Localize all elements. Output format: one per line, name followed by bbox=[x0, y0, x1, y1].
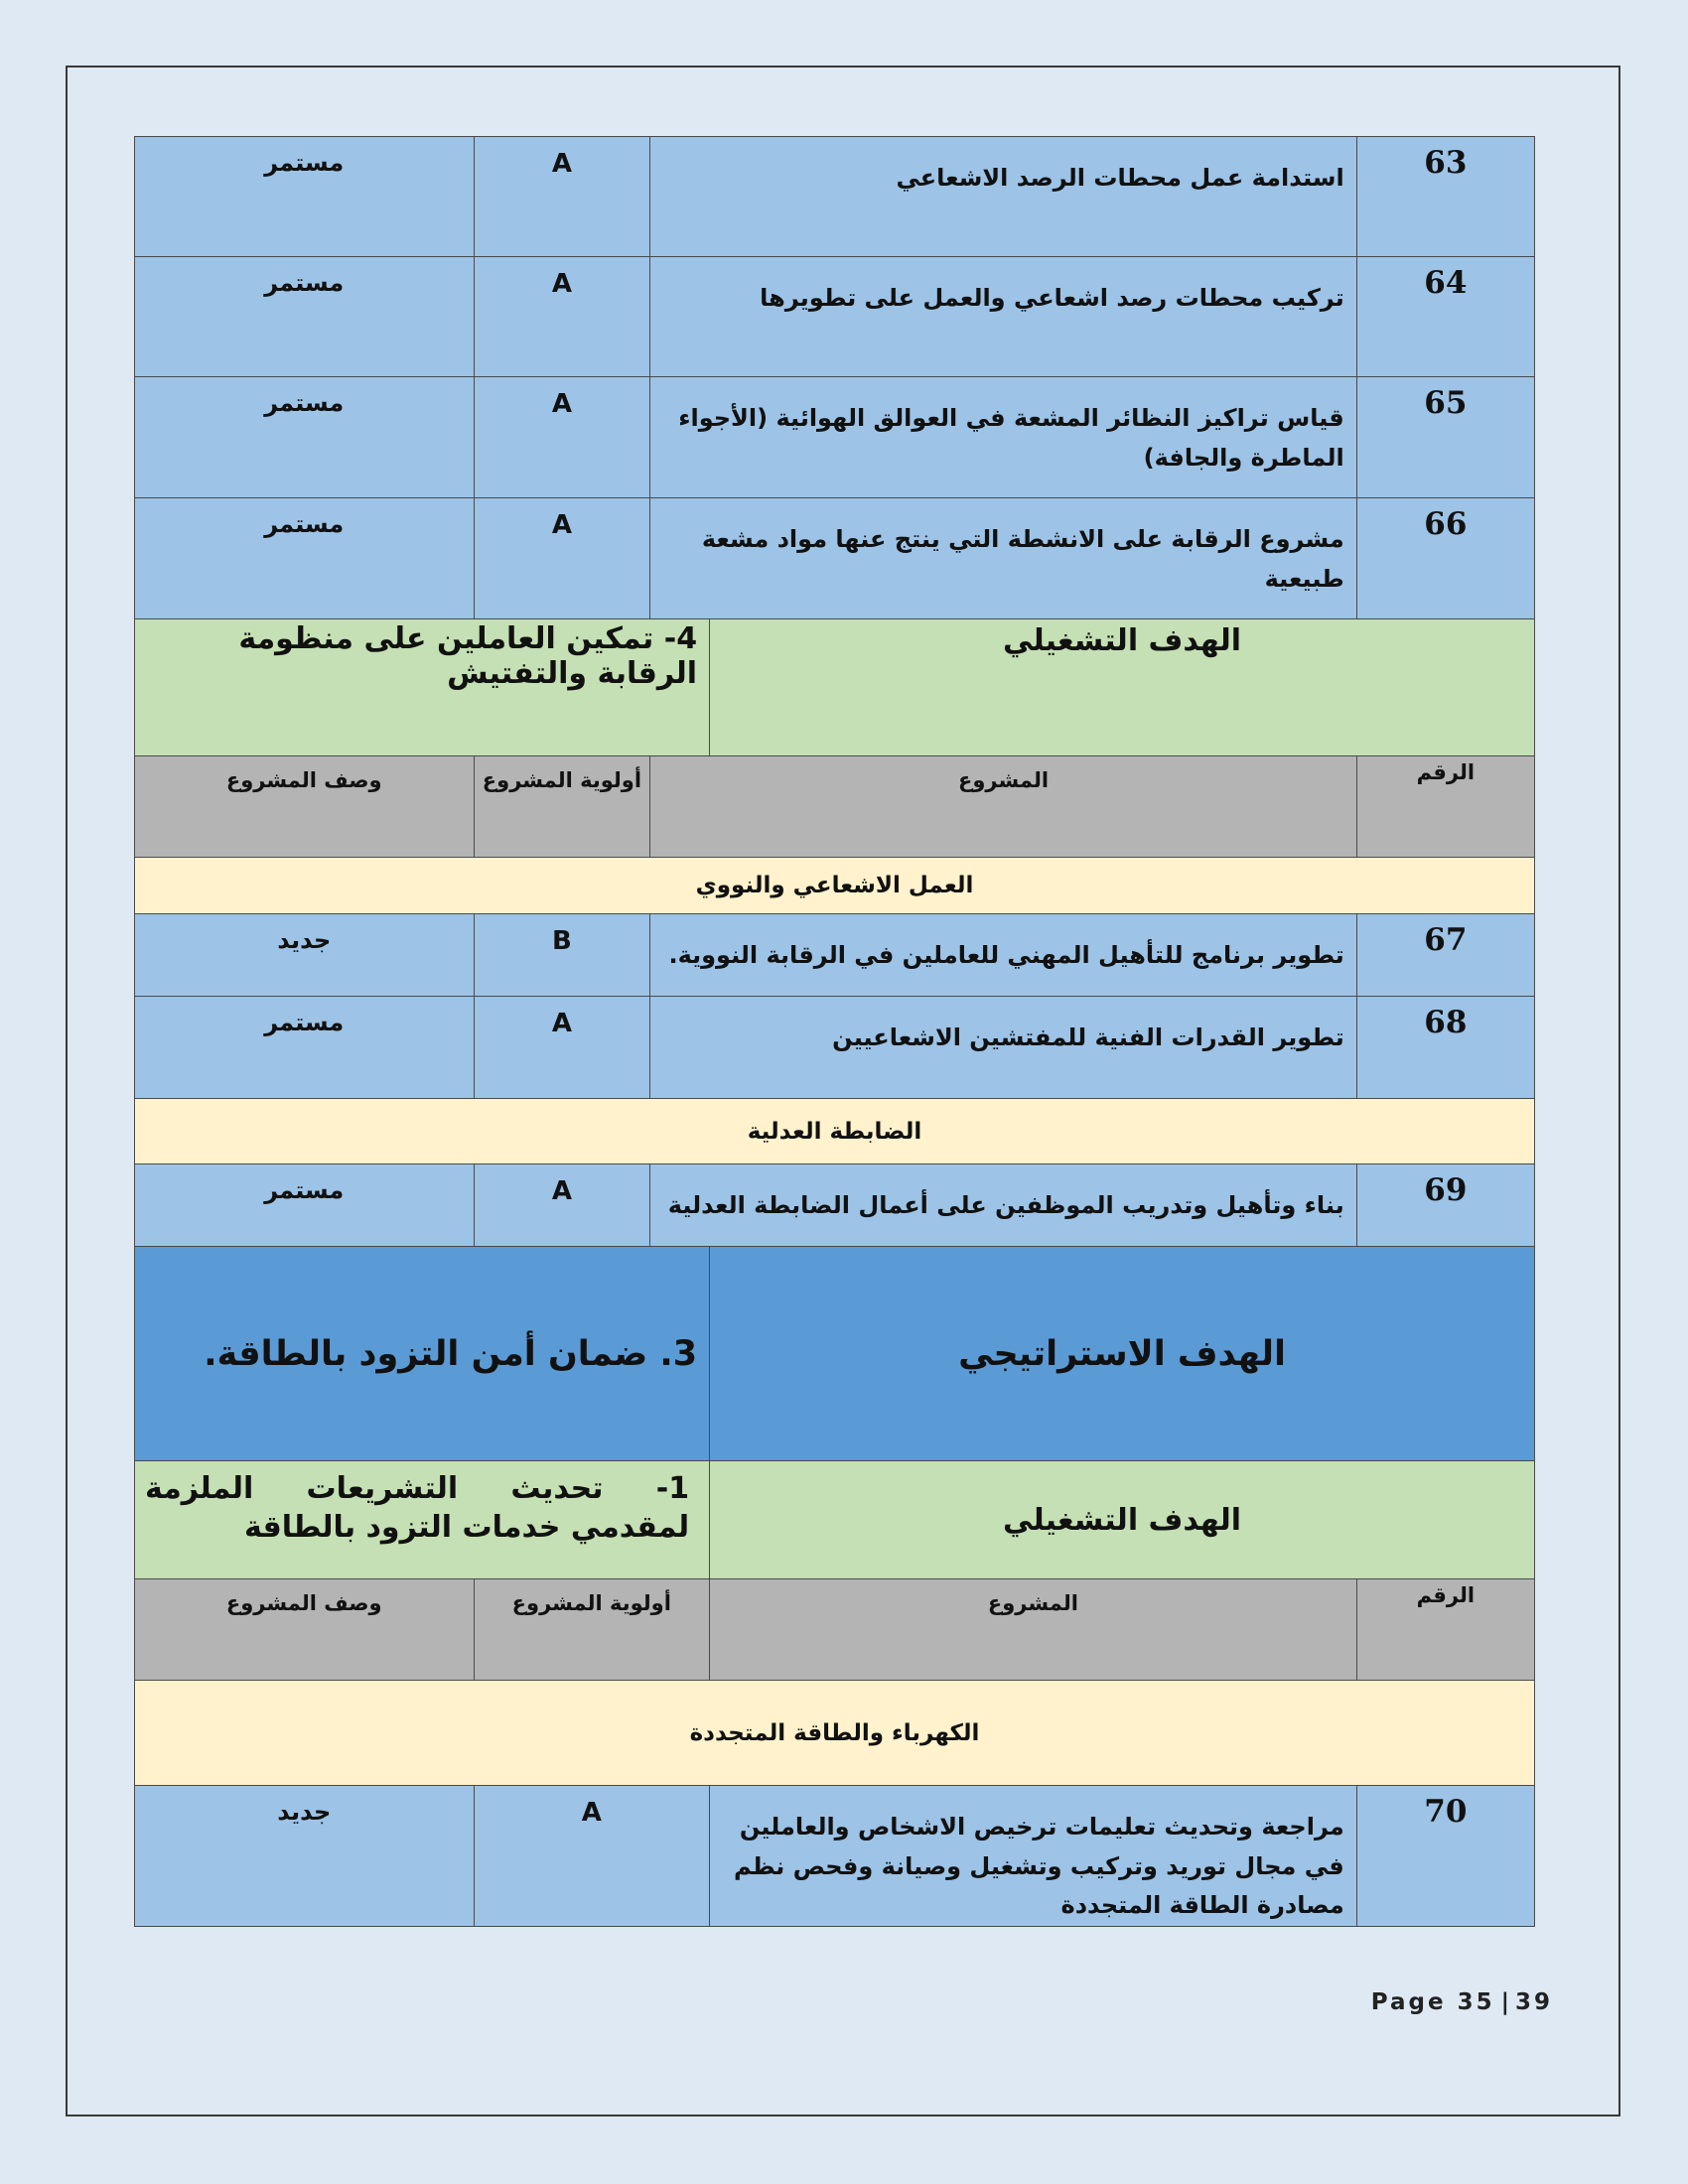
header-description: وصف المشروع bbox=[135, 756, 475, 858]
header-project: المشروع bbox=[710, 1579, 1357, 1681]
project-status: جديد bbox=[135, 1786, 475, 1927]
row-number: 63 bbox=[1356, 137, 1534, 257]
header-project: المشروع bbox=[650, 756, 1356, 858]
row-number: 69 bbox=[1356, 1164, 1534, 1247]
table-row bbox=[135, 1164, 1535, 1247]
operational-goal-text: 1- تحديث التشريعات الملزمة لمقدمي خدمات التزود بالطاقة bbox=[135, 1461, 710, 1579]
category-row bbox=[135, 1099, 1535, 1164]
category-row bbox=[135, 858, 1535, 914]
project-status: مستمر bbox=[135, 997, 475, 1099]
row-number: 64 bbox=[1356, 257, 1534, 377]
project-title: تركيب محطات رصد اشعاعي والعمل على تطويرها bbox=[650, 257, 1356, 377]
project-title: تطوير القدرات الفنية للمفتشين الاشعاعيين bbox=[650, 997, 1356, 1099]
page-label: Page bbox=[1370, 1989, 1447, 2015]
project-title: استدامة عمل محطات الرصد الاشعاعي bbox=[650, 137, 1356, 257]
page-footer: Page 35 | 39 bbox=[1370, 1989, 1553, 2015]
project-priority: A bbox=[474, 997, 650, 1099]
category-label: الضابطة العدلية bbox=[135, 1099, 1535, 1164]
header-priority: أولوية المشروع bbox=[474, 1579, 710, 1681]
row-number: 68 bbox=[1356, 997, 1534, 1099]
header-number: الرقم bbox=[1356, 756, 1534, 858]
project-status: مستمر bbox=[135, 257, 475, 377]
project-priority: A bbox=[474, 1164, 650, 1247]
page-number: 35 bbox=[1457, 1989, 1495, 2015]
header-description: وصف المشروع bbox=[135, 1579, 475, 1681]
project-title: مراجعة وتحديث تعليمات ترخيص الاشخاص والعاملين في مجال توريد وتركيب وتشغيل وصيانة وفحص نظم مصادرة الطاقة المتجددة bbox=[710, 1786, 1357, 1927]
project-priority: B bbox=[474, 914, 650, 997]
project-status: مستمر bbox=[135, 377, 475, 498]
header-priority: أولوية المشروع bbox=[474, 756, 650, 858]
page-total: 39 bbox=[1514, 1989, 1553, 2015]
category-row bbox=[135, 1681, 1535, 1786]
table-row bbox=[135, 377, 1535, 498]
table-row bbox=[135, 1786, 1535, 1927]
project-title: قياس تراكيز النظائر المشعة في العوالق الهوائية (الأجواء الماطرة والجافة) bbox=[650, 377, 1356, 498]
project-title: بناء وتأهيل وتدريب الموظفين على أعمال الضابطة العدلية bbox=[650, 1164, 1356, 1247]
operational-goal-row bbox=[135, 619, 1535, 756]
row-number: 67 bbox=[1356, 914, 1534, 997]
project-priority: A bbox=[474, 377, 650, 498]
row-number: 70 bbox=[1356, 1786, 1534, 1927]
project-status: مستمر bbox=[135, 137, 475, 257]
project-priority: A bbox=[474, 498, 650, 619]
project-status: جديد bbox=[135, 914, 475, 997]
table-header-row bbox=[135, 1579, 1535, 1681]
project-title: تطوير برنامج للتأهيل المهني للعاملين في الرقابة النووية. bbox=[650, 914, 1356, 997]
category-label: الكهرباء والطاقة المتجددة bbox=[135, 1681, 1535, 1786]
operational-goal-label: الهدف التشغيلي bbox=[710, 1461, 1535, 1579]
project-priority: A bbox=[474, 137, 650, 257]
row-number: 65 bbox=[1356, 377, 1534, 498]
project-status: مستمر bbox=[135, 1164, 475, 1247]
project-priority: A bbox=[474, 257, 650, 377]
project-title: مشروع الرقابة على الانشطة التي ينتج عنها مواد مشعة طبيعية bbox=[650, 498, 1356, 619]
strategic-goal-text: 3. ضمان أمن التزود بالطاقة. bbox=[135, 1247, 710, 1461]
category-label: العمل الاشعاعي والنووي bbox=[135, 858, 1535, 914]
operational-goal-label: الهدف التشغيلي bbox=[710, 619, 1535, 756]
operational-goal-text: 4- تمكين العاملين على منظومة الرقابة والتفتيش bbox=[135, 619, 710, 756]
project-status: مستمر bbox=[135, 498, 475, 619]
table-row bbox=[135, 257, 1535, 377]
projects-table bbox=[134, 136, 1535, 1927]
table-row bbox=[135, 997, 1535, 1099]
table-row bbox=[135, 498, 1535, 619]
row-number: 66 bbox=[1356, 498, 1534, 619]
project-priority: A bbox=[474, 1786, 710, 1927]
table-row bbox=[135, 137, 1535, 257]
strategic-goal-label: الهدف الاستراتيجي bbox=[710, 1247, 1535, 1461]
header-number: الرقم bbox=[1356, 1579, 1534, 1681]
table-row bbox=[135, 914, 1535, 997]
strategic-goal-row bbox=[135, 1247, 1535, 1461]
operational-goal-row bbox=[135, 1461, 1535, 1579]
table-header-row bbox=[135, 756, 1535, 858]
